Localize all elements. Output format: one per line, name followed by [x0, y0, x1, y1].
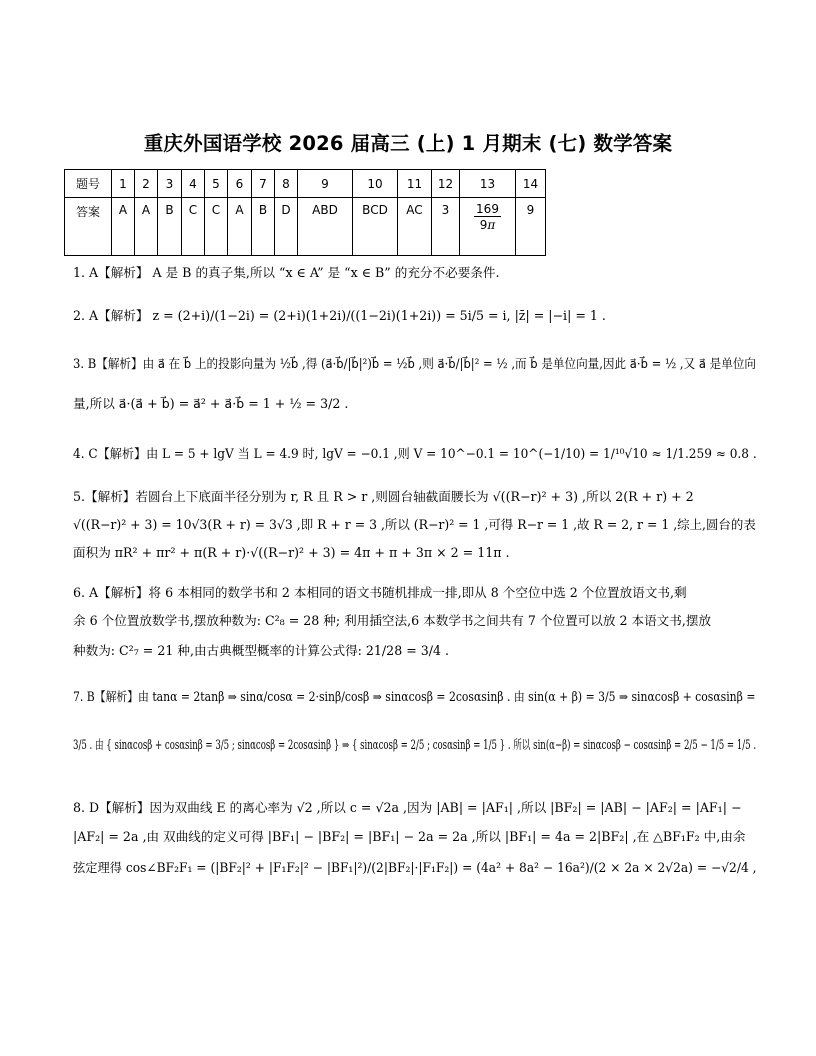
- solution-6-line-1: 6. A【解析】将 6 本相同的数学书和 2 本相同的语文书随机排成一排,即从 8 个空位中选 2 个位置放语文书,剩: [73, 585, 687, 600]
- solution-3-line-1: 3. B【解析】由 a⃗ 在 b⃗ 上的投影向量为 ½b⃗ ,得 (a⃗·b⃗/|b⃗|²)b⃗ = ½b⃗ ,则 a⃗·b⃗/|b⃗|² = ½ ,而 b⃗ 是单位向量,因此 a⃗·b⃗ = ½ ,又 a⃗ 是单位向: [73, 356, 756, 371]
- table-cell: B: [252, 198, 275, 256]
- page-title: 重庆外国语学校 2026 届高三 (上) 1 月期末 (七) 数学答案: [143, 132, 673, 155]
- row-label-answer: 答案: [65, 198, 112, 256]
- table-cell: C: [205, 198, 228, 256]
- table-cell: 9: [298, 170, 353, 198]
- solution-1: 1. A【解析】 A 是 B 的真子集,所以 “x ∈ A” 是 “x ∈ B” 的充分不必要条件.: [73, 265, 500, 280]
- solution-8-line-1: 8. D【解析】因为双曲线 E 的离心率为 √2 ,所以 c = √2a ,因为 |AB| = |AF₁| ,所以 |BF₂| = |AB| − |AF₂| = |AF₁| −: [73, 800, 742, 815]
- table-cell: 7: [252, 170, 275, 198]
- table-cell: 2: [135, 170, 158, 198]
- table-cell: 8: [275, 170, 298, 198]
- table-cell: 9: [516, 198, 546, 256]
- table-cell: 14: [516, 170, 546, 198]
- solution-8-line-2: |AF₂| = 2a ,由 双曲线的定义可得 |BF₁| − |BF₂| = |BF₁| − 2a = 2a ,所以 |BF₁| = 4a = 2|BF₂| ,在 △BF₁F₂ 中,由余: [73, 829, 746, 844]
- solution-7-line-1: 7. B【解析】由 tanα = 2tanβ ⇒ sinα/cosα = 2·sinβ/cosβ ⇒ sinαcosβ = 2cosαsinβ . 由 sin(α + β) = 3/5 ⇒ sinαcosβ + cosαsinβ =: [73, 689, 756, 704]
- table-cell: 3: [432, 198, 460, 256]
- table-cell: BCD: [353, 198, 398, 256]
- table-cell: D: [275, 198, 298, 256]
- table-cell: 6: [228, 170, 252, 198]
- table-row-numbers: [65, 170, 546, 198]
- solution-7-line-2: 3/5 . 由 { sinαcosβ + cosαsinβ = 3/5 ; sinαcosβ = 2cosαsinβ } ⇒ { sinαcosβ = 2/5 ; cosαsinβ = 1/5 } . 所以 sin(α−β) = sinαcosβ − cosαsinβ = 2/5 − 1/5 = 1/5 .: [73, 737, 757, 752]
- table-cell: 4: [182, 170, 205, 198]
- table-cell: 1: [112, 170, 135, 198]
- table-cell: A: [112, 198, 135, 256]
- table-cell: 5: [205, 170, 228, 198]
- solution-6-line-3: 种数为: C²₇ = 21 种,由古典概型概率的计算公式得: 21/28 = 3/4 .: [73, 643, 450, 658]
- table-cell: B: [158, 198, 182, 256]
- table-cell: ABD: [298, 198, 353, 256]
- table-cell-answer-13: [460, 198, 516, 256]
- row-label-number: 题号: [65, 170, 112, 198]
- solution-5-line-2: √((R−r)² + 3) = 10√3(R + r) = 3√3 ,即 R + r = 3 ,所以 (R−r)² = 1 ,可得 R−r = 1 ,故 R = 2, r = 1 ,综上,圆台的表: [73, 517, 756, 532]
- table-row-answers: [65, 198, 546, 256]
- table-cell: A: [228, 198, 252, 256]
- table-cell: 13: [460, 170, 516, 198]
- answer-table: [64, 169, 546, 256]
- fraction: $\frac{169}{9\pi}$: [476, 202, 499, 232]
- solution-3-line-2: 量,所以 a⃗·(a⃗ + b⃗) = a⃗² + a⃗·b⃗ = 1 + ½ = 3/2 .: [73, 396, 349, 411]
- solution-5-line-1: 5.【解析】若圆台上下底面半径分别为 r, R 且 R > r ,则圆台轴截面腰长为 √((R−r)² + 3) ,所以 2(R + r) + 2: [73, 489, 694, 504]
- solution-4: 4. C【解析】由 L = 5 + lgV 当 L = 4.9 时, lgV = −0.1 ,则 V = 10^−0.1 = 10^(−1/10) = 1/¹⁰√10 ≈ 1/1.259 ≈ 0.8 .: [73, 446, 757, 461]
- solution-6-line-2: 余 6 个位置放数学书,摆放种数为: C²₈ = 28 种; 利用插空法,6 本数学书之间共有 7 个位置可以放 2 本语文书,摆放: [73, 613, 712, 628]
- table-cell: 10: [353, 170, 398, 198]
- table-cell: 12: [432, 170, 460, 198]
- table-cell: 3: [158, 170, 182, 198]
- solution-5-line-3: 面积为 πR² + πr² + π(R + r)·√((R−r)² + 3) = 4π + π + 3π × 2 = 11π .: [73, 545, 510, 560]
- solution-8-line-3: 弦定理得 cos∠BF₂F₁ = (|BF₂|² + |F₁F₂|² − |BF₁|²)/(2|BF₂|·|F₁F₂|) = (4a² + 8a² − 16a²)/(2 × 2a × 2√2a) = −√2/4 ,: [73, 860, 757, 875]
- table-cell: 11: [398, 170, 432, 198]
- table-cell: C: [182, 198, 205, 256]
- table-cell: AC: [398, 198, 432, 256]
- solution-2: 2. A【解析】 z = (2+i)/(1−2i) = (2+i)(1+2i)/((1−2i)(1+2i)) = 5i/5 = i, |z̄| = |−i| = 1 .: [73, 308, 606, 323]
- table-cell: A: [135, 198, 158, 256]
